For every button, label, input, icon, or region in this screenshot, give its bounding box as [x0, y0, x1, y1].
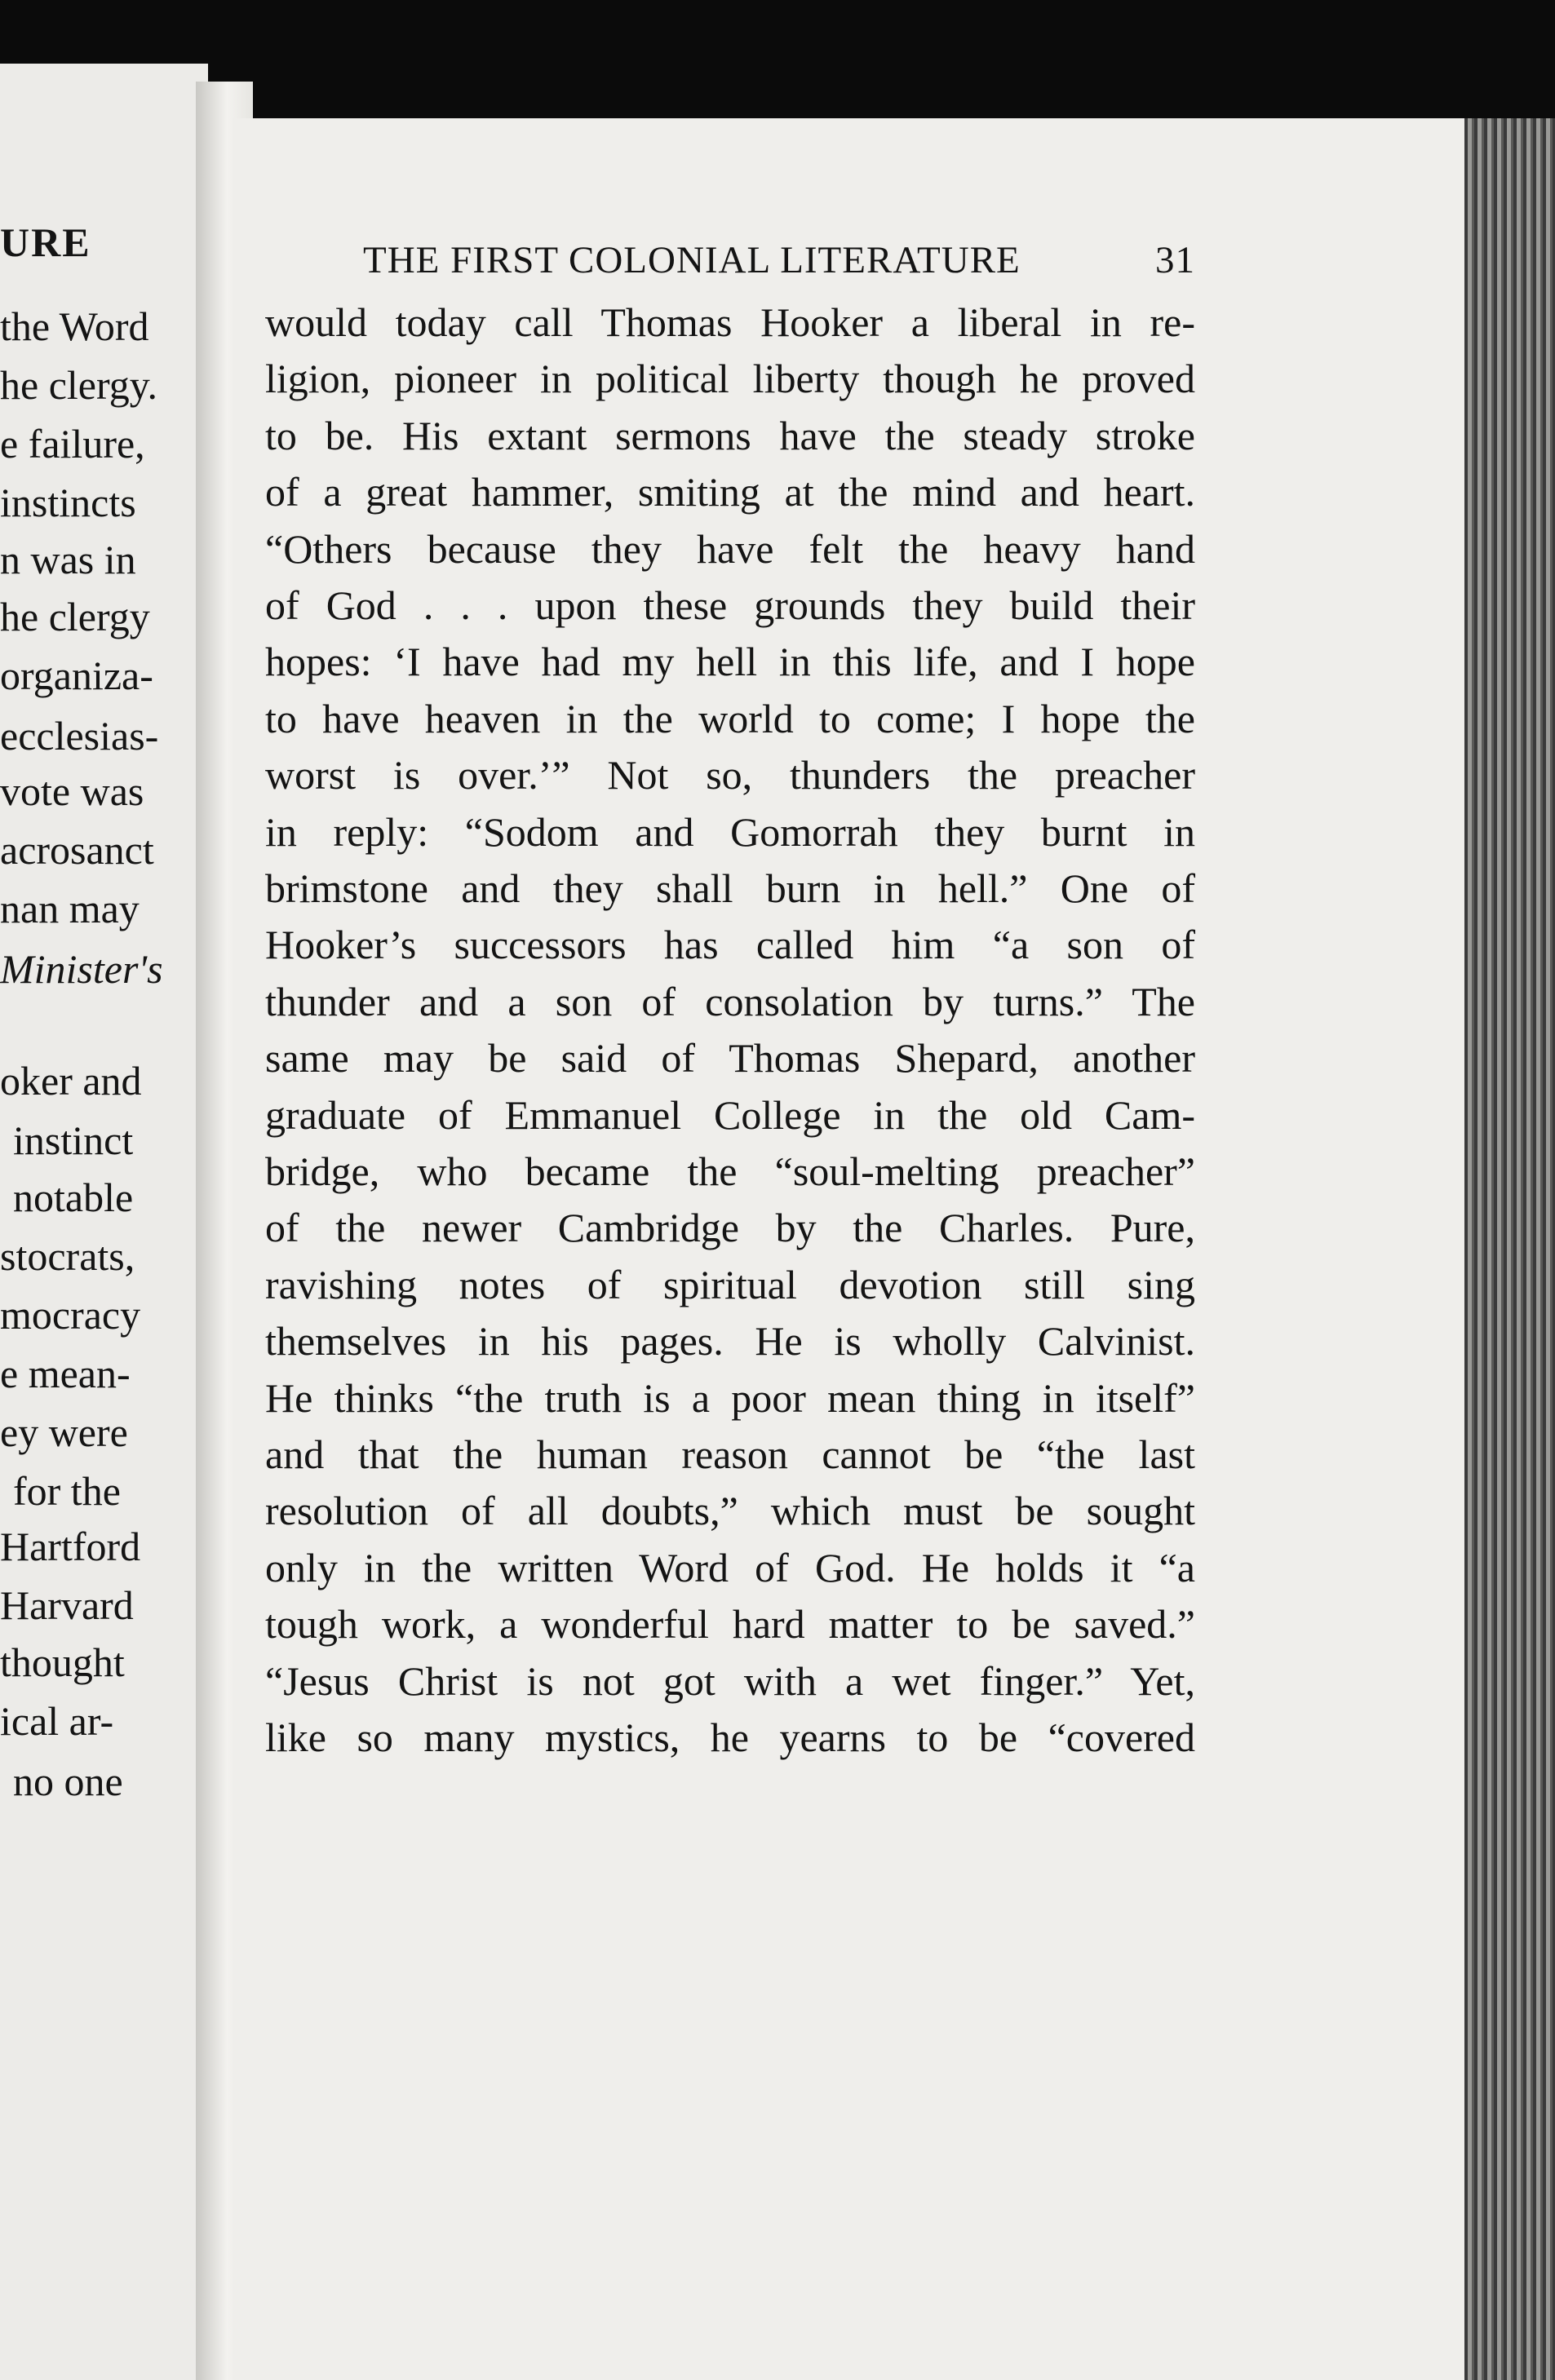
body-line: “Others because they have felt the heavy hand: [265, 526, 1195, 572]
previous-page-line: stocrats,: [0, 1233, 135, 1279]
body-line: to have heaven in the world to come; I hope the: [265, 696, 1195, 741]
previous-page: [0, 64, 208, 2380]
previous-page-line: notable: [13, 1175, 134, 1220]
previous-page-line: ical ar-: [0, 1698, 114, 1744]
previous-page-line: nan may: [0, 886, 140, 931]
previous-page-line: thought: [0, 1639, 125, 1685]
previous-page-line: oker and: [0, 1058, 142, 1104]
body-line: of the newer Cambridge by the Charles. Pure,: [265, 1205, 1195, 1250]
body-line: same may be said of Thomas Shepard, another: [265, 1035, 1195, 1081]
page-edges: [1464, 118, 1555, 2380]
body-line: thunder and a son of consolation by turns.” The: [265, 979, 1195, 1024]
body-line: brimstone and they shall burn in hell.” One of: [265, 865, 1195, 911]
body-line: worst is over.’” Not so, thunders the preacher: [265, 752, 1195, 798]
previous-page-line: mocracy: [0, 1292, 141, 1338]
previous-page-line: the Word: [0, 303, 149, 349]
page-header: [363, 238, 1195, 282]
previous-page-heading: URE: [0, 219, 91, 265]
previous-page-line: n was in: [0, 537, 136, 582]
body-line: would today call Thomas Hooker a liberal in re-: [265, 299, 1195, 345]
body-line: ligion, pioneer in political liberty though he proved: [265, 356, 1195, 401]
body-line: to be. His extant sermons have the steady stroke: [265, 413, 1195, 458]
previous-page-line: organiza-: [0, 653, 153, 698]
page-number: 31: [1155, 239, 1195, 281]
body-line: in reply: “Sodom and Gomorrah they burnt in: [265, 809, 1195, 855]
body-line: ravishing notes of spiritual devotion still sing: [265, 1262, 1195, 1307]
previous-page-line: he clergy.: [0, 362, 157, 408]
body-line: Hooker’s successors has called him “a son of: [265, 922, 1195, 967]
previous-page-line: instincts: [0, 480, 136, 525]
body-line: hopes: ‘I have had my hell in this life, and I hope: [265, 639, 1195, 684]
body-line: graduate of Emmanuel College in the old Cam-: [265, 1092, 1195, 1138]
previous-page-line: ey were: [0, 1409, 128, 1455]
previous-page-line: e mean-: [0, 1351, 131, 1396]
body-line: only in the written Word of God. He holds it “a: [265, 1545, 1195, 1590]
body-line: “Jesus Christ is not got with a wet finger.” Yet,: [265, 1658, 1195, 1704]
previous-page-line: vote was: [0, 768, 144, 814]
body-line: tough work, a wonderful hard matter to be saved.”: [265, 1601, 1195, 1647]
body-line: of God . . . upon these grounds they build their: [265, 582, 1195, 628]
previous-page-line: Hartford: [0, 1524, 141, 1569]
previous-page-line: instinct: [13, 1117, 134, 1163]
previous-page-line: ecclesias-: [0, 713, 159, 759]
body-line: bridge, who became the “soul-melting preacher”: [265, 1148, 1195, 1194]
previous-page-line: e failure,: [0, 421, 145, 467]
body-line: resolution of all doubts,” which must be sought: [265, 1488, 1195, 1533]
previous-page-line: Minister's: [0, 946, 163, 992]
body-line: themselves in his pages. He is wholly Calvinist.: [265, 1318, 1195, 1364]
previous-page-line: he clergy: [0, 594, 150, 639]
previous-page-line: acrosanct: [0, 827, 154, 873]
body-line: and that the human reason cannot be “the last: [265, 1431, 1195, 1477]
body-line: He thinks “the truth is a poor mean thing in itself”: [265, 1375, 1195, 1421]
previous-page-line: for the: [13, 1468, 121, 1514]
previous-page-line: Harvard: [0, 1582, 134, 1628]
body-line: of a great hammer, smiting at the mind and heart.: [265, 469, 1195, 515]
body-line: like so many mystics, he yearns to be “covered: [265, 1714, 1195, 1760]
previous-page-line: no one: [13, 1758, 123, 1804]
running-head: THE FIRST COLONIAL LITERATURE: [363, 239, 1021, 281]
